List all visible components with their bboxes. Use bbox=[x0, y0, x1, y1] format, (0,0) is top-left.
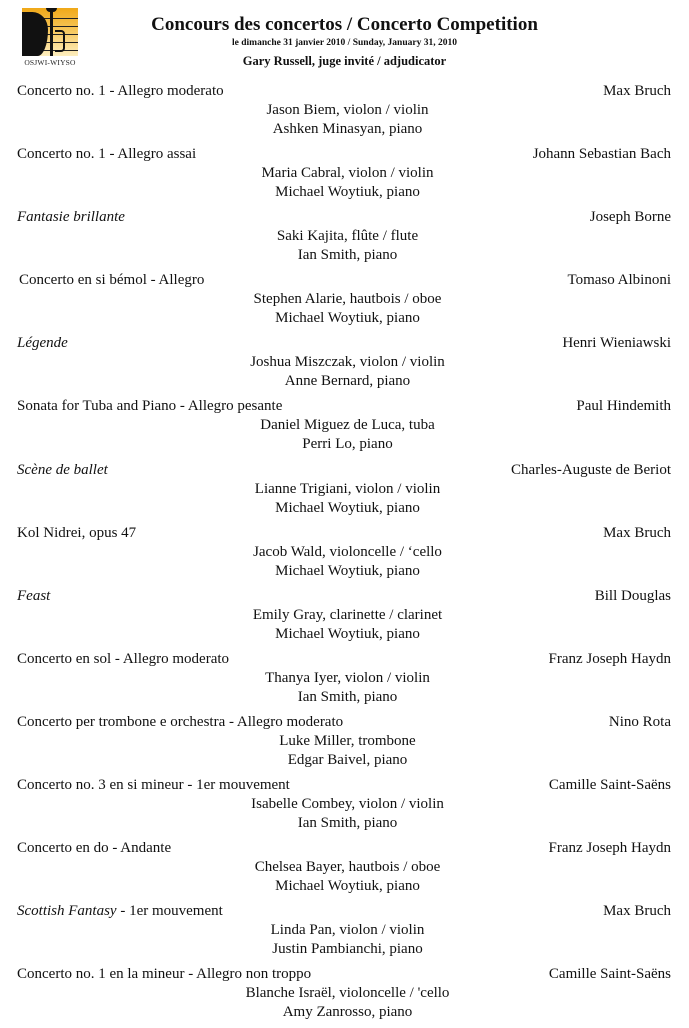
page-title: Concours des concertos / Concerto Competition bbox=[151, 14, 538, 35]
program-item bbox=[0, 461, 689, 524]
accompanist: Justin Pambianchi, piano bbox=[272, 941, 423, 958]
composer: Henri Wieniawski bbox=[562, 335, 671, 352]
program-item bbox=[0, 650, 689, 713]
program-item bbox=[0, 334, 689, 397]
work-title: Scène de ballet bbox=[17, 461, 108, 478]
composer: Camille Saint-Saëns bbox=[548, 777, 671, 794]
event-date: le dimanche 31 janvier 2010 / Sunday, January 31, 2010 bbox=[232, 38, 457, 48]
program-item bbox=[0, 397, 689, 460]
program-item bbox=[0, 82, 689, 145]
accompanist: Anne Bernard, piano bbox=[284, 373, 411, 390]
composer: Franz Joseph Haydn bbox=[548, 840, 671, 857]
composer: Bill Douglas bbox=[594, 587, 671, 604]
composer: Charles-Auguste de Beriot bbox=[511, 461, 671, 478]
work-title: Concerto no. 1 - Allegro assai bbox=[17, 146, 197, 163]
work-title: Concerto en sol - Allegro moderato bbox=[17, 650, 230, 667]
performer: Jacob Wald, violoncelle / ‘cello bbox=[253, 543, 442, 560]
program-item bbox=[0, 902, 689, 965]
performer: Emily Gray, clarinette / clarinet bbox=[252, 606, 443, 623]
work-title: Fantasie brillante bbox=[17, 209, 125, 226]
composer: Max Bruch bbox=[603, 903, 671, 920]
work-title: Feast bbox=[17, 587, 51, 604]
violin-trumpet-logo-icon bbox=[22, 8, 78, 56]
accompanist: Michael Woytiuk, piano bbox=[275, 310, 420, 327]
work-title: Sonata for Tuba and Piano - Allegro pesante bbox=[17, 398, 283, 415]
work-title: Concerto per trombone e orchestra - Allegro moderato bbox=[17, 713, 344, 730]
accompanist: Michael Woytiuk, piano bbox=[275, 184, 420, 201]
program-item bbox=[0, 713, 689, 776]
work-title: Concerto en do - Andante bbox=[17, 840, 172, 857]
performer: Jason Biem, violon / violin bbox=[266, 102, 429, 118]
composer: Paul Hindemith bbox=[576, 398, 671, 415]
program-item bbox=[0, 587, 689, 650]
accompanist: Ian Smith, piano bbox=[297, 688, 398, 705]
composer: Franz Joseph Haydn bbox=[548, 650, 671, 667]
work-title: Scottish Fantasy - 1er mouvement bbox=[17, 903, 223, 920]
program-item bbox=[0, 145, 689, 208]
accompanist: Amy Zanrosso, piano bbox=[282, 1004, 413, 1021]
work-title: Kol Nidrei, opus 47 bbox=[17, 524, 137, 541]
performer: Blanche Israël, violoncelle / 'cello bbox=[245, 985, 450, 1002]
accompanist: Perri Lo, piano bbox=[302, 436, 393, 453]
orchestra-logo bbox=[20, 8, 80, 72]
work-title: Légende bbox=[17, 335, 68, 352]
accompanist: Ian Smith, piano bbox=[297, 815, 398, 832]
performer: Lianne Trigiani, violon / violin bbox=[254, 480, 441, 497]
performer: Saki Kajita, flûte / flute bbox=[276, 228, 419, 245]
accompanist: Michael Woytiuk, piano bbox=[275, 499, 420, 516]
performer: Joshua Miszczak, violon / violin bbox=[250, 354, 445, 371]
program-item bbox=[0, 776, 689, 839]
program-item bbox=[0, 965, 689, 1028]
program-item bbox=[0, 208, 689, 271]
logo-text: OSJWI-WIYSO bbox=[24, 58, 76, 67]
composer: Max Bruch bbox=[603, 83, 671, 99]
program-item bbox=[0, 524, 689, 587]
performer: Isabelle Combey, violon / violin bbox=[251, 796, 444, 813]
work-title: Concerto no. 1 - Allegro moderato bbox=[17, 83, 224, 99]
performer: Maria Cabral, violon / violin bbox=[261, 165, 434, 182]
performer: Linda Pan, violon / violin bbox=[270, 922, 425, 939]
performer: Luke Miller, trombone bbox=[279, 732, 416, 749]
composer: Joseph Borne bbox=[589, 209, 671, 226]
program-item bbox=[0, 839, 689, 902]
accompanist: Michael Woytiuk, piano bbox=[275, 878, 420, 895]
accompanist: Michael Woytiuk, piano bbox=[275, 562, 420, 579]
accompanist: Michael Woytiuk, piano bbox=[275, 625, 420, 642]
work-title: Concerto en si bémol - Allegro bbox=[19, 272, 205, 289]
work-title: Concerto no. 1 en la mineur - Allegro non troppo bbox=[17, 966, 312, 983]
performer: Chelsea Bayer, hautbois / oboe bbox=[254, 859, 441, 876]
composer: Max Bruch bbox=[603, 524, 671, 541]
program-item bbox=[0, 271, 689, 334]
accompanist: Edgar Baivel, piano bbox=[287, 751, 408, 768]
adjudicator: Gary Russell, juge invité / adjudicator bbox=[242, 54, 447, 68]
performer: Daniel Miguez de Luca, tuba bbox=[260, 417, 435, 434]
accompanist: Ian Smith, piano bbox=[297, 247, 398, 264]
performer: Stephen Alarie, hautbois / oboe bbox=[253, 291, 442, 308]
program-list bbox=[0, 82, 689, 1028]
composer: Nino Rota bbox=[608, 713, 671, 730]
accompanist: Ashken Minasyan, piano bbox=[272, 121, 423, 137]
composer: Johann Sebastian Bach bbox=[532, 146, 671, 163]
composer: Tomaso Albinoni bbox=[567, 272, 671, 289]
performer: Thanya Iyer, violon / violin bbox=[265, 669, 430, 686]
composer: Camille Saint-Saëns bbox=[548, 966, 671, 983]
work-title: Concerto no. 3 en si mineur - 1er mouvement bbox=[17, 777, 290, 794]
